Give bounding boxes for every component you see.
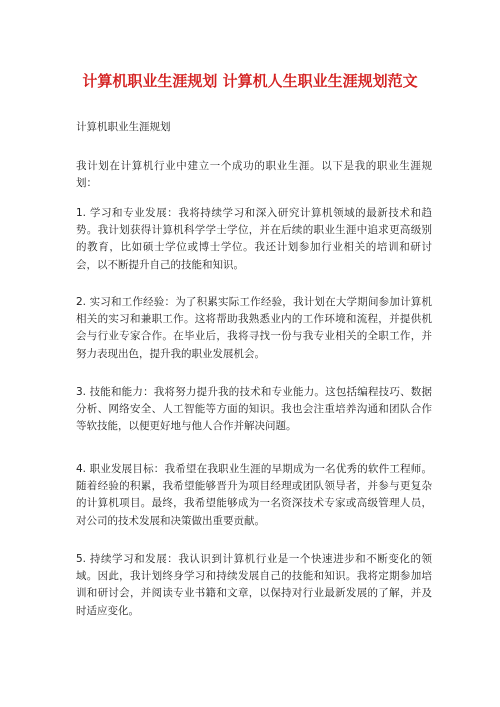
section-paragraph: 1. 学习和专业发展：我将持续学习和深入研究计算机领域的最新技术和趋势。我计划获得计算机科学学士学位，并在后续的职业生涯中追求更高级别的教育，比如硕士学位或博士学位。我还计划参加行业相关的培训和研讨会，以不断提升自己的技能和知识。: [76, 207, 432, 271]
section-paragraph: 2. 实习和工作经验：为了积累实际工作经验，我计划在大学期间参加计算机相关的实习和兼职工作。这将帮助我熟悉业内的工作环境和流程，并提供机会与行业专家合作。在毕业后，我将寻找一份与我专业相关的全职工作，并努力表现出色，提升我的职业发展机会。: [76, 296, 432, 360]
document-title: 计算机职业生涯规划 计算机人生职业生涯规划范文: [82, 72, 418, 90]
section-paragraph: 5. 持续学习和发展：我认识到计算机行业是一个快速进步和不断变化的领域。因此，我计划终身学习和持续发展自己的技能和知识。我将定期参加培训和研讨会，并阅读专业书籍和文章，以保持对行业最新发展的了解，并及时适应变化。: [76, 553, 432, 617]
section-paragraph: 4. 职业发展目标：我希望在我职业生涯的早期成为一名优秀的软件工程师。随着经验的积累，我希望能够晋升为项目经理或团队领导者，并参与更复杂的计算机项目。最终，我希望能够成为一名资深技术专家或高级管理人员，对公司的技术发展和决策做出重要贡献。: [76, 463, 432, 527]
section-paragraph: 3. 技能和能力：我将努力提升我的技术和专业能力。这包括编程技巧、数据分析、网络安全、人工智能等方面的知识。我也会注重培养沟通和团队合作等软技能，以便更好地与他人合作并解决问题。: [76, 386, 432, 433]
document-subtitle: 计算机职业生涯规划: [76, 121, 171, 133]
intro-paragraph: 我计划在计算机行业中建立一个成功的职业生涯。以下是我的职业生涯规划：: [76, 160, 432, 190]
